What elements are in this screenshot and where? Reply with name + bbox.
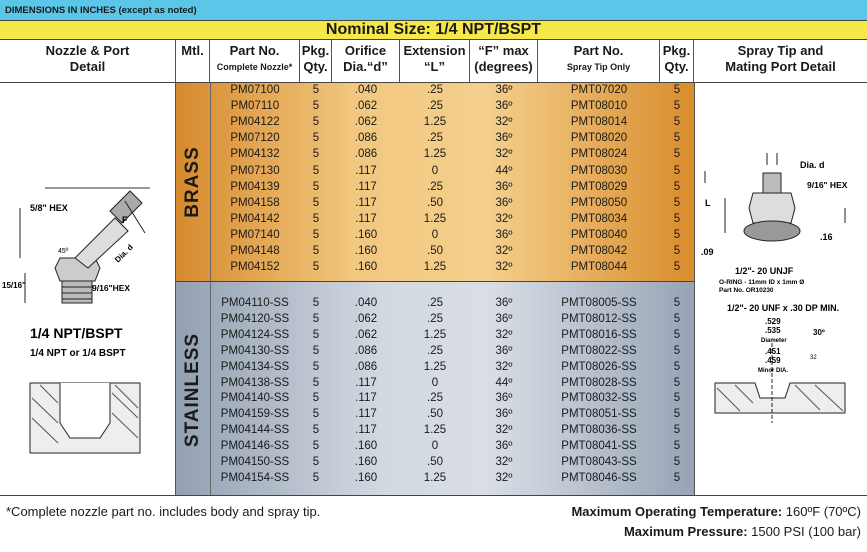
nozzle-detail-panel	[0, 83, 176, 495]
brass-row	[210, 84, 694, 97]
brass-cell: PM04122	[230, 116, 280, 129]
brass-cell: PM07120	[230, 132, 280, 145]
brass-cell: .086	[354, 132, 378, 145]
header-extension-text: Extension “L”	[403, 43, 466, 74]
brass-row	[210, 181, 694, 194]
brass-cell: 32º	[495, 212, 513, 225]
brass-cell: 5	[673, 116, 681, 129]
brass-cell: 36º	[495, 132, 513, 145]
mating-minor: Minor DIA.	[758, 368, 788, 374]
brass-cell: 1.25	[423, 116, 447, 129]
stainless-row	[210, 297, 694, 310]
stainless-cell: .25	[427, 344, 443, 357]
mating-drawing	[695, 83, 867, 495]
brass-row	[210, 100, 694, 113]
stainless-cell: 5	[673, 392, 681, 405]
brass-cell: 5	[312, 164, 320, 177]
mating-529: .529	[765, 317, 781, 326]
mating-32: 32	[810, 355, 817, 361]
mating-dia-d: Dia. d	[800, 160, 825, 170]
brass-cell: PM07100	[230, 84, 280, 96]
stainless-cell: .25	[427, 312, 443, 325]
stainless-cell: 32º	[495, 424, 513, 437]
brass-cell: .25	[427, 180, 443, 193]
stainless-cell: PM04124-SS	[220, 328, 290, 341]
dimensions-note: DIMENSIONS IN INCHES (except as noted)	[5, 5, 197, 16]
hex-916-label: 9/16"HEX	[92, 283, 131, 293]
brass-cell: PM04158	[230, 196, 280, 209]
mating-oring: O-RING - 11mm ID x 1mm Ø	[719, 279, 805, 286]
brass-cell: 5	[312, 212, 320, 225]
brass-cell: PMT08014	[570, 116, 628, 129]
mating-535: .535	[765, 326, 781, 335]
stainless-row	[210, 392, 694, 405]
brass-row	[210, 213, 694, 226]
stainless-cell: PM04159-SS	[220, 408, 290, 421]
brass-cell: PMT08020	[570, 132, 628, 145]
stainless-cell: PMT08036-SS	[561, 424, 637, 437]
stainless-cell: 5	[312, 344, 320, 357]
stainless-cell: 32º	[495, 471, 513, 484]
brass-label-text: BRASS	[182, 146, 203, 218]
brass-row	[210, 165, 694, 178]
col-sep	[210, 83, 211, 495]
stainless-cell: PMT08016-SS	[561, 328, 637, 341]
brass-cell: .160	[354, 245, 378, 257]
dia-d-label: Dia. d	[113, 242, 135, 265]
header-orifice-text: Orifice Dia.“d”	[343, 43, 388, 74]
brass-cell: 36º	[495, 84, 513, 96]
stainless-cell: .160	[354, 440, 378, 453]
brass-row	[210, 148, 694, 161]
max-pressure-label: Maximum Pressure:	[623, 524, 748, 539]
header-extension	[400, 40, 470, 83]
brass-cell: .117	[355, 180, 377, 193]
table-bottom-rule	[0, 495, 867, 496]
stainless-cell: .160	[354, 471, 378, 484]
brass-cell: 5	[673, 196, 681, 209]
stainless-cell: .062	[354, 312, 378, 325]
stainless-cell: 5	[673, 297, 681, 309]
header-nozzle-detail-text: Nozzle & Port Detail	[45, 43, 130, 74]
brass-label	[176, 83, 210, 281]
stainless-cell: .117	[355, 424, 377, 437]
nominal-size-banner: Nominal Size: 1/4 NPT/BSPT	[0, 20, 867, 40]
stainless-cell: PMT08012-SS	[561, 312, 637, 325]
header-part-no-sub: Complete Nozzle*	[216, 62, 293, 72]
brass-cell: .086	[354, 148, 378, 161]
stainless-cell: 5	[312, 440, 320, 453]
stainless-cell: 5	[312, 376, 320, 389]
brass-cell: PM04139	[230, 180, 280, 193]
stainless-cell: 1.25	[423, 328, 447, 341]
stainless-cell: .086	[354, 360, 378, 373]
brass-cell: 5	[673, 132, 681, 145]
brass-cell: .040	[354, 84, 378, 96]
stainless-row	[210, 313, 694, 326]
header-pkg2-text: Pkg. Qty.	[662, 43, 691, 74]
brass-cell: 5	[312, 245, 320, 257]
brass-cell: .117	[355, 196, 377, 209]
stainless-cell: 5	[673, 424, 681, 437]
stainless-cell: PM04130-SS	[220, 344, 290, 357]
brass-cell: .25	[427, 100, 443, 113]
stainless-cell: PM04150-SS	[220, 456, 290, 468]
header-tip-part-no-text: Part No.	[573, 43, 624, 58]
header-mtl	[176, 40, 210, 83]
brass-cell: 32º	[495, 245, 513, 257]
stainless-row	[210, 424, 694, 437]
f-label: F	[122, 215, 128, 225]
stainless-cell: .086	[354, 344, 378, 357]
mating-09: .09	[701, 247, 714, 257]
mating-oring-part: Part No. OR10230	[719, 287, 774, 294]
max-temp-value: 160ºF (70ºC)	[782, 504, 861, 519]
top-bar	[0, 0, 867, 20]
mating-451: .451	[765, 347, 781, 356]
header-mating	[694, 40, 867, 83]
stainless-cell: 0	[431, 440, 439, 453]
brass-cell: .25	[427, 84, 443, 96]
brass-cell: 0	[431, 228, 439, 241]
band-divider	[176, 281, 694, 282]
header-nozzle-detail	[0, 40, 176, 83]
stainless-cell: 36º	[495, 344, 513, 357]
stainless-cell: 32º	[495, 456, 513, 468]
brass-cell: .160	[354, 228, 378, 241]
stainless-row	[210, 440, 694, 453]
brass-cell: 5	[673, 261, 681, 274]
stainless-cell: PMT08022-SS	[561, 344, 637, 357]
header-mating-text: Spray Tip and Mating Port Detail	[725, 43, 836, 74]
brass-cell: 5	[673, 148, 681, 161]
brass-cell: .160	[354, 261, 378, 274]
stainless-cell: 5	[673, 471, 681, 484]
brass-cell: PMT08050	[570, 196, 628, 209]
brass-cell: 5	[673, 84, 681, 96]
brass-cell: 36º	[495, 228, 513, 241]
stainless-cell: 5	[673, 328, 681, 341]
brass-cell: PM04132	[230, 148, 280, 161]
mating-hex-916: 9/16" HEX	[807, 180, 848, 190]
stainless-row	[210, 361, 694, 374]
header-orifice	[332, 40, 400, 83]
header-part-no	[210, 40, 300, 83]
brass-cell: 5	[312, 261, 320, 274]
hex-58-label: 5/8" HEX	[30, 203, 68, 213]
header-pkg-text: Pkg. Qty.	[301, 43, 330, 74]
brass-cell: .25	[427, 132, 443, 145]
brass-cell: .062	[354, 116, 378, 129]
brass-cell: PM07140	[230, 228, 280, 241]
angle-45-label: 45º	[58, 248, 69, 255]
header-tip-part-no-sub: Spray Tip Only	[566, 62, 631, 72]
stainless-cell: .062	[354, 328, 378, 341]
brass-cell: 1.25	[423, 261, 447, 274]
brass-row	[210, 261, 694, 274]
header-f-max-text: “F” max (degrees)	[474, 43, 533, 74]
brass-cell: 5	[312, 148, 320, 161]
stainless-row	[210, 456, 694, 469]
stainless-cell: PM04154-SS	[220, 471, 290, 484]
mating-detail-panel	[694, 83, 867, 495]
brass-cell: 36º	[495, 196, 513, 209]
stainless-row	[210, 329, 694, 342]
max-temp	[571, 504, 861, 519]
stainless-cell: PMT08026-SS	[561, 360, 637, 373]
mating-l-label: L	[705, 198, 711, 208]
brass-row	[210, 116, 694, 129]
max-pressure-value: 1500 PSI (100 bar)	[747, 524, 861, 539]
stainless-cell: PM04140-SS	[220, 392, 290, 405]
brass-cell: PMT08024	[570, 148, 628, 161]
stainless-cell: .040	[354, 297, 378, 309]
stainless-cell: PMT08032-SS	[561, 392, 637, 405]
brass-cell: 36º	[495, 180, 513, 193]
stainless-cell: PMT08043-SS	[561, 456, 637, 468]
stainless-cell: 32º	[495, 360, 513, 373]
stainless-cell: 1.25	[423, 424, 447, 437]
brass-cell: .117	[355, 164, 377, 177]
brass-cell: 44º	[495, 164, 513, 177]
stainless-cell: 5	[312, 456, 320, 468]
stainless-cell: 5	[673, 440, 681, 453]
brass-cell: 5	[673, 180, 681, 193]
stainless-cell: PMT08046-SS	[561, 471, 637, 484]
brass-cell: 5	[312, 100, 320, 113]
stainless-cell: .50	[427, 408, 443, 421]
brass-cell: 32º	[495, 148, 513, 161]
header-f-max	[470, 40, 538, 83]
stainless-cell: PM04110-SS	[221, 297, 289, 309]
brass-cell: 32º	[495, 261, 513, 274]
stainless-cell: 36º	[495, 297, 513, 309]
stainless-cell: 1.25	[423, 471, 447, 484]
brass-cell: .50	[427, 196, 443, 209]
brass-cell: PMT08030	[570, 164, 628, 177]
brass-cell: .062	[354, 100, 378, 113]
stainless-cell: PM04144-SS	[220, 424, 290, 437]
brass-cell: 5	[312, 116, 320, 129]
stainless-cell: 36º	[495, 392, 513, 405]
stainless-cell: PM04134-SS	[220, 360, 290, 373]
stainless-label	[176, 281, 210, 495]
brass-cell: 5	[673, 164, 681, 177]
stainless-cell: 1.25	[423, 360, 447, 373]
stainless-cell: 5	[312, 408, 320, 421]
brass-cell: 5	[673, 100, 681, 113]
brass-cell: 5	[673, 245, 681, 257]
brass-cell: .117	[355, 212, 377, 225]
stainless-cell: .117	[355, 408, 377, 421]
stainless-cell: 5	[673, 344, 681, 357]
stainless-cell: 5	[312, 297, 320, 309]
brass-cell: PMT07020	[570, 84, 628, 96]
stainless-cell: .25	[427, 297, 443, 309]
brass-cell: PM04148	[230, 245, 280, 257]
stainless-cell: 5	[673, 376, 681, 389]
stainless-cell: .50	[427, 456, 443, 468]
brass-cell: 5	[312, 180, 320, 193]
brass-row	[210, 197, 694, 210]
thread-title: 1/4 NPT/BSPT	[30, 325, 123, 341]
brass-cell: PMT08042	[570, 245, 628, 257]
stainless-cell: 5	[312, 392, 320, 405]
brass-cell: PM04152	[230, 261, 280, 274]
stainless-label-text: STAINLESS	[182, 332, 203, 448]
stainless-cell: 5	[312, 424, 320, 437]
stainless-cell: PM04120-SS	[220, 312, 290, 325]
stainless-cell: .25	[427, 392, 443, 405]
stainless-cell: PM04146-SS	[220, 440, 290, 453]
header-mtl-text: Mtl.	[181, 43, 204, 58]
brass-cell: 1.25	[423, 212, 447, 225]
brass-cell: PM07130	[230, 164, 280, 177]
stainless-cell: 5	[312, 328, 320, 341]
stainless-cell: .117	[355, 392, 377, 405]
brass-cell: 5	[312, 196, 320, 209]
stainless-cell: 36º	[495, 408, 513, 421]
brass-cell: 5	[312, 84, 320, 96]
stainless-cell: 44º	[495, 376, 513, 389]
header-pkg2	[660, 40, 694, 83]
stainless-row	[210, 472, 694, 485]
stainless-row	[210, 345, 694, 358]
stainless-row	[210, 408, 694, 421]
stainless-cell: PMT08028-SS	[561, 376, 637, 389]
brass-row	[210, 132, 694, 145]
brass-cell: 1.25	[423, 148, 447, 161]
brass-cell: 5	[673, 212, 681, 225]
header-part-no-text: Part No.	[229, 43, 280, 58]
nozzle-drawing	[0, 83, 176, 495]
stainless-cell: 5	[673, 360, 681, 373]
stainless-cell: .117	[355, 376, 377, 389]
stainless-cell: .160	[354, 456, 378, 468]
brass-row	[210, 229, 694, 242]
stainless-cell: 5	[312, 312, 320, 325]
brass-cell: PMT08029	[570, 180, 628, 193]
mating-unjf: 1/2"- 20 UNJF	[735, 266, 794, 276]
brass-cell: 36º	[495, 100, 513, 113]
brass-cell: PM07110	[230, 100, 280, 113]
brass-cell: 5	[673, 228, 681, 241]
max-pressure	[624, 524, 861, 539]
brass-cell: PM04142	[230, 212, 280, 225]
mating-diameter: Diameter	[761, 338, 787, 344]
mating-30: 30º	[813, 328, 825, 337]
stainless-cell: 5	[312, 471, 320, 484]
header-tip-part-no	[538, 40, 660, 83]
stainless-cell: PM04138-SS	[220, 376, 290, 389]
stainless-row	[210, 377, 694, 390]
stainless-cell: PMT08051-SS	[561, 408, 637, 421]
brass-cell: PMT08034	[570, 212, 628, 225]
mating-459: .459	[765, 356, 781, 365]
brass-cell: PMT08010	[570, 100, 628, 113]
brass-cell: 5	[312, 228, 320, 241]
stainless-cell: 5	[673, 312, 681, 325]
mating-unf: 1/2"- 20 UNF x .30 DP MIN.	[727, 303, 840, 313]
brass-cell: PMT08044	[570, 261, 628, 274]
stainless-cell: 32º	[495, 328, 513, 341]
max-temp-label: Maximum Operating Temperature:	[571, 504, 783, 519]
mating-16: .16	[820, 232, 833, 242]
brass-row	[210, 245, 694, 258]
brass-cell: .50	[427, 245, 443, 257]
header-pkg	[300, 40, 332, 83]
footer-note: *Complete nozzle part no. includes body and spray tip.	[6, 504, 321, 519]
brass-cell: 5	[312, 132, 320, 145]
brass-cell: 0	[431, 164, 439, 177]
stainless-cell: PMT08005-SS	[561, 297, 637, 309]
stainless-cell: 36º	[495, 312, 513, 325]
brass-cell: PMT08040	[570, 228, 628, 241]
stainless-cell: PMT08041-SS	[561, 440, 637, 453]
stainless-cell: 5	[673, 456, 681, 468]
stainless-cell: 5	[673, 408, 681, 421]
stainless-cell: 5	[312, 360, 320, 373]
stainless-cell: 0	[431, 376, 439, 389]
brass-cell: 32º	[495, 116, 513, 129]
stainless-cell: 36º	[495, 440, 513, 453]
dim-1516-label: 15/16"	[2, 281, 26, 290]
thread-sub: 1/4 NPT or 1/4 BSPT	[30, 348, 126, 359]
